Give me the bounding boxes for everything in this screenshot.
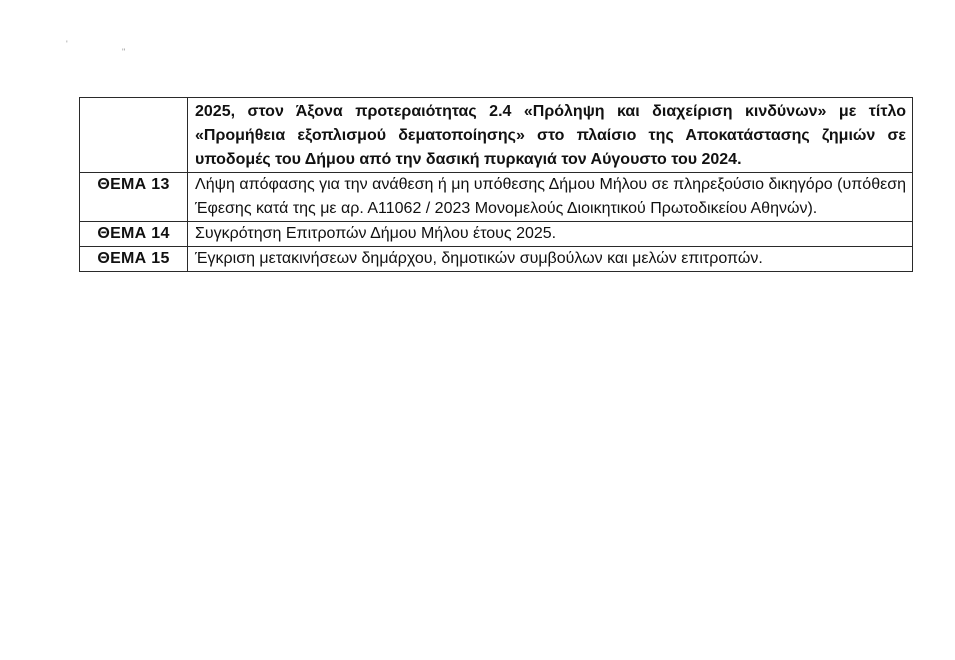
item-number: ΘΕΜΑ 15 bbox=[80, 247, 188, 272]
agenda-row bbox=[80, 173, 913, 222]
agenda-row bbox=[80, 222, 913, 247]
scan-speck: ' bbox=[66, 39, 68, 49]
agenda-row bbox=[80, 98, 913, 173]
item-number bbox=[80, 98, 188, 173]
item-number: ΘΕΜΑ 14 bbox=[80, 222, 188, 247]
agenda-table bbox=[79, 97, 913, 272]
item-description: 2025, στον Άξονα προτεραιότητας 2.4 «Πρόληψη και διαχείριση κινδύνων» με τίτλο «Προμήθεια εξοπλισμού δεματοποίησης» στο πλαίσιο της Αποκατάστασης ζημιών σε υποδομές του Δήμου από την δασική πυρκαγιά τον Αύγουστο του 2024. bbox=[188, 98, 913, 173]
item-description: Λήψη απόφασης για την ανάθεση ή μη υπόθεσης Δήμου Μήλου σε πληρεξούσιο δικηγόρο (υπόθεση Έφεσης κατά της με αρ. Α11062 / 2023 Μονομελούς Διοικητικού Πρωτοδικείου Αθηνών). bbox=[188, 173, 913, 222]
item-description: Συγκρότηση Επιτροπών Δήμου Μήλου έτους 2025. bbox=[188, 222, 913, 247]
agenda-row bbox=[80, 247, 913, 272]
item-description: Έγκριση μετακινήσεων δημάρχου, δημοτικών συμβούλων και μελών επιτροπών. bbox=[188, 247, 913, 272]
scan-speck: " bbox=[122, 47, 126, 57]
item-number: ΘΕΜΑ 13 bbox=[80, 173, 188, 222]
